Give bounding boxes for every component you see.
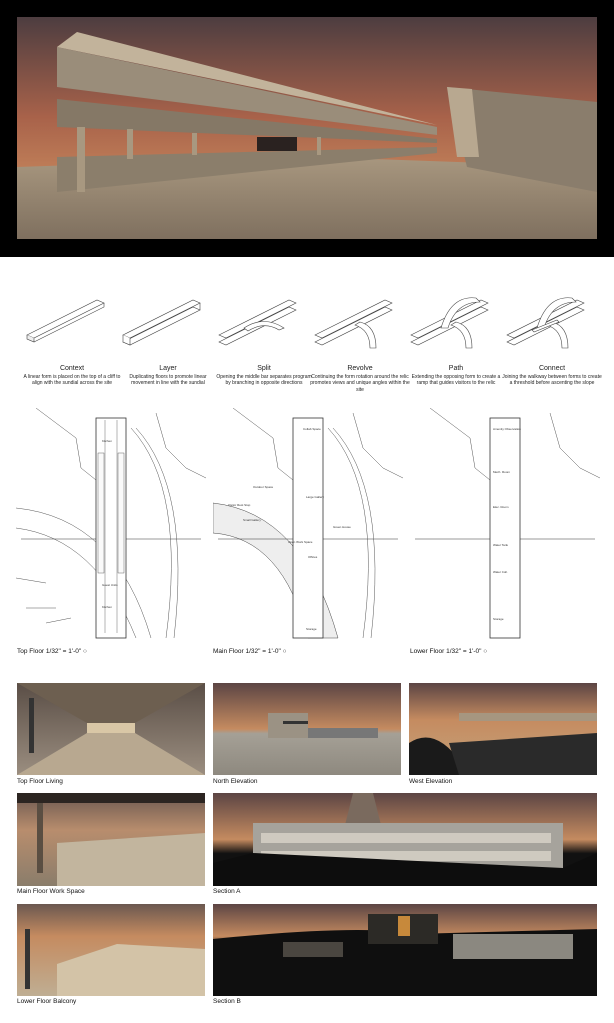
west-elevation-image	[409, 683, 597, 775]
diagram-layer-icon	[118, 290, 218, 350]
plan-label: Elec. Room	[493, 505, 509, 509]
main-floor-work-space-render	[17, 793, 205, 886]
section-a-image	[213, 793, 597, 886]
plan-label: Small Gallery	[243, 518, 261, 522]
diagram-split-icon	[214, 290, 314, 350]
plan-label: Guest Units	[102, 583, 118, 587]
plan-label: Collab Space	[303, 427, 321, 431]
plan-label: Visitor Rest Stop	[228, 503, 251, 507]
balcony-image	[17, 904, 205, 996]
north-elevation-render	[213, 683, 401, 775]
photo-caption: Main Floor Work Space	[17, 888, 85, 895]
photo-caption: Section A	[213, 888, 241, 895]
top-floor-plan	[16, 408, 206, 646]
top-floor-caption: Top Floor 1/32" = 1'-0" ○	[17, 648, 87, 655]
main-floor-caption: Main Floor 1/32" = 1'-0" ○	[213, 648, 287, 655]
photo-caption: West Elevation	[409, 778, 453, 785]
plan-label: Offices	[308, 555, 318, 559]
diagram-description: Continuing the form rotation around the relic promotes views and unique angles within the site	[310, 374, 410, 393]
diagram-title: Layer	[159, 365, 177, 372]
hero-render-frame	[0, 0, 614, 257]
diagram-title: Context	[59, 365, 85, 372]
section-b-render	[213, 904, 597, 996]
diagram-description: Extending the opposing form to create a ramp that guides visitors to the relic	[411, 374, 501, 387]
photo-caption: Lower Floor Balcony	[17, 998, 77, 1005]
north-elevation-image	[213, 683, 401, 775]
plan-label: Water Coll.	[493, 570, 508, 574]
diagram-path-icon	[406, 290, 506, 350]
plan-label: Open Work Space	[288, 540, 313, 544]
lower-floor-caption: Lower Floor 1/32" = 1'-0" ○	[410, 648, 488, 655]
plan-label: Kitchen	[102, 439, 113, 443]
lower-floor-plan	[410, 408, 600, 646]
diagram-revolve-icon	[310, 290, 410, 350]
photo-caption: North Elevation	[213, 778, 258, 785]
plan-label: Storage	[493, 617, 504, 621]
plan-label: Large Gallery	[306, 495, 325, 499]
main-floor-plan	[213, 408, 403, 646]
photo-caption: Top Floor Living	[17, 778, 63, 785]
plan-label: Green House	[333, 525, 351, 529]
diagram-title: Revolve	[347, 365, 373, 372]
diagram-description: A linear form is placed on the top of a cliff to align with the sundial across the site	[23, 374, 121, 387]
plan-label: Storage	[306, 627, 317, 631]
corridor-render-image	[17, 683, 205, 775]
diagram-description: Opening the middle bar separates program by branching in opposite directions	[216, 374, 312, 387]
diagram-description: Joining the walkway between forms to create a threshold before ascenting the slope	[502, 374, 602, 387]
hero-render-image	[17, 17, 597, 239]
plan-label: Outdoor Space	[253, 485, 274, 489]
lower-floor-balcony-render	[17, 904, 205, 996]
diagram-connect-icon	[502, 290, 602, 350]
diagram-title: Connect	[538, 365, 566, 372]
work-space-image	[17, 793, 205, 886]
plan-label: Kitchen	[102, 605, 113, 609]
diagram-context-icon	[22, 290, 122, 350]
diagram-title: Split	[257, 365, 271, 372]
photo-caption: Section B	[213, 998, 241, 1005]
top-floor-living-render	[17, 683, 205, 775]
diagram-title: Path	[448, 365, 464, 372]
diagram-description: Duplicating floors to promote linear movement in line with the sundial	[129, 374, 207, 387]
plan-label: Mech. Room	[493, 470, 511, 474]
plan-label: Amenity Observation	[493, 427, 521, 431]
section-a-render	[213, 793, 597, 886]
section-b-image	[213, 904, 597, 996]
plan-label: Water Tank	[493, 543, 509, 547]
west-elevation-render	[409, 683, 597, 775]
